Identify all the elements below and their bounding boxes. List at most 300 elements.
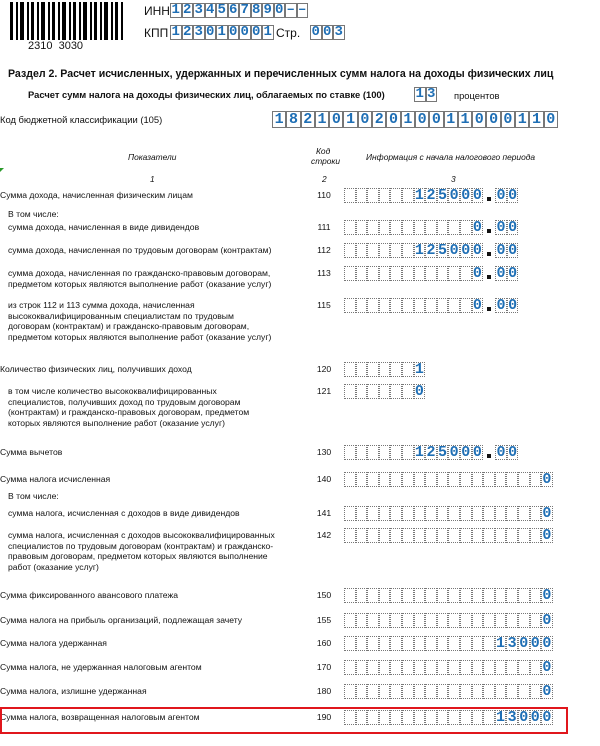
digit-cell [402,188,414,203]
digit-cell: 0 [544,111,558,128]
digit-cell [379,684,391,699]
digit-cell [483,528,495,543]
row-label: (контрактам) и гражданско-правовых договорам, предметом [8,407,250,417]
digit-cell: 0 [449,188,459,203]
digit-cell: 3 [194,24,203,40]
digit-cell: 1 [217,24,226,40]
digit-cell [483,636,495,651]
digit-cell [344,384,356,399]
digit-cell [414,472,426,487]
digit-cell: 3 [194,2,203,18]
digit-cell [425,528,437,543]
digit-cell [356,298,368,313]
digit-cell [379,384,391,399]
digit-cell [530,613,542,628]
digit-cell: 0 [542,472,552,487]
digit-cell: 0 [508,243,518,258]
kbk-label: Код бюджетной классификации (105) [0,114,163,125]
tax-amount-field[interactable] [344,660,553,675]
digit-cell: 0 [415,111,429,128]
row-code: 111 [317,222,331,232]
digit-cell: 0 [472,445,482,460]
digit-cell [379,472,391,487]
digit-cell: 1 [414,445,424,460]
digit-cell [460,220,472,235]
row-code: 141 [316,508,332,518]
digit-cell [530,472,542,487]
digit-cell [530,684,542,699]
digit-cell: 0 [472,298,482,313]
inn-label: ИНН [144,4,170,18]
digit-cell [390,506,402,521]
digit-cell [460,472,472,487]
amount-fraction-field[interactable] [495,445,518,460]
digit-cell [379,362,391,377]
digit-cell [356,613,368,628]
kbk-field[interactable] [272,111,558,128]
digit-cell: 0 [542,636,552,651]
digit-cell: 0 [496,298,506,313]
digit-cell: 1 [272,111,286,128]
row-code: 113 [317,268,331,278]
digit-cell [414,220,426,235]
digit-cell [390,684,402,699]
digit-cell [437,506,449,521]
digit-cell: 0 [542,588,552,603]
row-code: 110 [317,190,331,200]
digit-cell [367,445,379,460]
digit-cell [356,188,368,203]
digit-cell: 2 [426,188,436,203]
digit-cell: 0 [542,660,552,675]
tax-amount-field[interactable] [344,472,553,487]
digit-cell [448,506,460,521]
tax-amount-field[interactable] [344,636,553,651]
digit-cell [390,660,402,675]
digit-cell [379,220,391,235]
digit-cell [402,472,414,487]
digit-cell: 0 [358,111,372,128]
digit-cell: 1 [515,111,529,128]
digit-cell [344,266,356,281]
tax-rate-field[interactable] [414,87,437,102]
row-code: 142 [316,530,332,540]
digit-cell [437,472,449,487]
digit-cell: 0 [229,24,238,40]
digit-cell [344,472,356,487]
digit-cell [425,266,437,281]
digit-cell [379,506,391,521]
digit-cell: 1 [414,362,424,377]
digit-cell: 2 [301,111,315,128]
digit-cell [379,613,391,628]
inn-field[interactable] [170,3,308,18]
row-label: в том числе количество высококвалифицированных [8,386,217,396]
decimal-dot [487,197,491,201]
digit-cell: 0 [461,243,471,258]
digit-cell [367,472,379,487]
row-code: 112 [317,245,331,255]
row-label: Сумма налога, не удержанная налоговым агентом [0,662,202,672]
digit-cell [425,298,437,313]
amount-fraction-field[interactable] [495,243,518,258]
digit-cell [367,266,379,281]
row-code: 121 [316,386,332,396]
digit-cell: 7 [240,2,249,18]
digit-cell: 0 [472,266,482,281]
amount-fraction-field[interactable] [495,298,518,313]
col-header-indicators: Показатели [128,152,177,162]
row-code: 180 [316,686,332,696]
row-label: специалистов, получивших доход по трудовым договорам [8,396,241,407]
row-label: Сумма вычетов [0,447,63,457]
barcode-graphic [10,2,128,42]
digit-cell [425,636,437,651]
row-code: 130 [316,447,332,457]
digit-cell: 5 [438,243,448,258]
digit-cell [390,472,402,487]
row-label: из строк 112 и 113 сумма дохода, начисленная [8,300,195,310]
barcode-number: 2310 3030 [28,40,84,52]
digit-cell [448,660,460,675]
digit-cell [425,506,437,521]
digit-cell [344,660,356,675]
row-code: 115 [317,300,331,310]
digit-cell [356,362,368,377]
digit-cell [390,528,402,543]
digit-cell [506,613,518,628]
digit-cell [518,684,530,699]
digit-cell: 0 [486,111,500,128]
digit-cell [356,506,368,521]
digit-cell [402,445,414,460]
col-header-info: Информация с начала налогового периода [366,152,536,162]
digit-cell [437,588,449,603]
digit-cell [425,660,437,675]
digit-cell [495,588,507,603]
digit-cell [460,266,472,281]
col-header-code-2: строки [311,156,340,166]
digit-cell [414,528,426,543]
digit-cell [367,636,379,651]
row-label: правовым договорам, предметом которых являются выполнение [8,551,268,561]
digit-cell [344,588,356,603]
digit-cell: 0 [496,188,506,203]
digit-cell [344,188,356,203]
digit-cell [425,472,437,487]
digit-cell [379,243,391,258]
digit-cell [356,472,368,487]
digit-cell [414,613,426,628]
amount-integer-field[interactable] [344,445,483,460]
row-code: 150 [316,590,332,600]
row-label: которых являются выполнение работ (оказание услуг) [8,417,225,428]
digit-cell [390,588,402,603]
barcode [10,2,128,52]
amount-integer-field[interactable] [344,266,483,281]
digit-cell [344,506,356,521]
digit-cell [448,528,460,543]
digit-cell: 0 [496,266,506,281]
tax-amount-field[interactable] [344,528,553,543]
digit-cell: 0 [449,243,459,258]
row-label: предметом которых являются выполнение работ (оказание услуг) [8,331,272,342]
decimal-dot [487,252,491,256]
amount-fraction-field[interactable] [495,188,518,203]
kpp-field[interactable] [170,25,274,40]
digit-cell [356,445,368,460]
digit-cell [437,266,449,281]
row-code: 155 [316,615,332,625]
digit-cell: 1 [415,86,424,102]
quantity-field[interactable] [344,362,425,377]
digit-cell [437,298,449,313]
row-label: В том числе: [8,491,59,501]
kpp-label: КПП [144,26,169,40]
digit-cell: 0 [386,111,400,128]
col-num-3: 3 [451,174,456,184]
row-label: предметом которых являются выполнение работ (оказание услуг) [8,278,272,289]
digit-cell [437,613,449,628]
digit-cell [495,684,507,699]
digit-cell [483,613,495,628]
digit-cell [367,384,379,399]
digit-cell [437,528,449,543]
highlighted-row-190 [0,707,568,734]
digit-cell [367,588,379,603]
digit-cell: 0 [542,613,552,628]
digit-cell [483,660,495,675]
row-label: сумма налога, исчисленная с доходов высококвалифицированных [8,530,275,540]
digit-cell: 2 [183,2,192,18]
row-code: 170 [316,662,332,672]
amount-integer-field[interactable] [344,220,483,235]
digit-cell [390,636,402,651]
rate-label: Расчет сумм налога на доходы физических лиц, облагаемых по ставке (100) [28,89,385,100]
digit-cell [379,636,391,651]
row-code: 190 [316,712,332,722]
digit-cell [483,588,495,603]
digit-cell [356,528,368,543]
digit-cell: 0 [240,24,249,40]
digit-cell [367,660,379,675]
digit-cell [367,684,379,699]
digit-cell: 0 [542,506,552,521]
digit-cell [356,660,368,675]
digit-cell [460,613,472,628]
digit-cell [344,243,356,258]
digit-cell [356,684,368,699]
digit-cell [530,588,542,603]
digit-cell: 0 [461,188,471,203]
digit-cell [414,506,426,521]
digit-cell [483,472,495,487]
row-label: Сумма налога, излишне удержанная [0,686,147,696]
digit-cell: 0 [508,188,518,203]
digit-cell [379,188,391,203]
digit-cell [356,636,368,651]
digit-cell [425,613,437,628]
digit-cell [460,684,472,699]
col-header-code-1: Код [316,146,331,156]
digit-cell [472,660,484,675]
tax-amount-field[interactable] [344,588,553,603]
row-label: Сумма дохода, начисленная физическим лицам [0,190,193,200]
digit-cell: 0 [519,710,529,725]
digit-cell: 0 [508,266,518,281]
digit-cell [460,298,472,313]
digit-cell [367,220,379,235]
digit-cell [472,588,484,603]
digit-cell: 5 [438,188,448,203]
digit-cell: 0 [496,220,506,235]
digit-cell [472,506,484,521]
digit-cell [437,684,449,699]
digit-cell [344,298,356,313]
digit-cell [472,528,484,543]
digit-cell [344,528,356,543]
tax-amount-field[interactable] [344,506,553,521]
row-label: сумма дохода, начисленная по трудовым договорам (контрактам) [8,245,272,255]
row-label: специалистов по трудовым договорам (контрактам) и гражданско- [8,540,274,551]
digit-cell: 0 [449,445,459,460]
digit-cell [379,266,391,281]
digit-cell: 0 [542,528,552,543]
decimal-dot [487,454,491,458]
digit-cell [402,613,414,628]
digit-cell [530,528,542,543]
digit-cell [390,384,402,399]
digit-cell [390,298,402,313]
row-label: Сумма налога на прибыль организаций, подлежащая зачету [0,615,243,625]
digit-cell [518,613,530,628]
digit-cell [414,636,426,651]
digit-cell [356,243,368,258]
digit-cell [472,636,484,651]
digit-cell: 9 [263,2,272,18]
digit-cell [344,636,356,651]
amount-integer-field[interactable] [344,243,483,258]
amount-integer-field[interactable] [344,188,483,203]
col-num-2: 2 [322,174,327,184]
digit-cell: 5 [438,445,448,460]
digit-cell [414,266,426,281]
digit-cell: 3 [334,24,343,40]
quantity-field[interactable] [344,384,425,399]
digit-cell [356,384,368,399]
digit-cell [356,266,368,281]
digit-cell: 3 [507,710,517,725]
row-label: Количество физических лиц, получивших доход [0,364,192,374]
digit-cell: 0 [311,24,320,40]
digit-cell [437,220,449,235]
amount-integer-field[interactable] [344,298,483,313]
digit-cell: 0 [542,710,552,725]
row-label: работ (оказание услуг) [8,561,99,572]
row-label: договорам (контрактам) и гражданско-правовым договорам, [8,321,250,331]
decimal-point [484,301,493,311]
digit-cell [448,613,460,628]
digit-cell: 0 [508,220,518,235]
decimal-dot [487,275,491,279]
digit-cell: 5 [217,2,226,18]
digit-cell [448,636,460,651]
digit-cell: 0 [206,24,215,40]
digit-cell: 0 [275,2,284,18]
digit-cell [402,362,414,377]
row-label: сумма дохода, начисленная по гражданско-правовым договорам, [8,268,271,278]
row-code: 140 [316,474,332,484]
digit-cell [390,613,402,628]
section-title: Раздел 2. Расчет исчисленных, удержанных и перечисленных сумм налога на доходы физических лиц [8,68,554,80]
digit-cell [379,445,391,460]
digit-cell [356,220,368,235]
digit-cell: 0 [429,111,443,128]
digit-cell: 3 [427,86,436,102]
row-label: Сумма фиксированного авансового платежа [0,590,179,600]
digit-cell [460,506,472,521]
digit-cell [460,636,472,651]
digit-cell [344,362,356,377]
digit-cell: 0 [472,220,482,235]
green-marker [0,168,4,172]
digit-cell [379,528,391,543]
digit-cell [390,243,402,258]
col-num-1: 1 [150,174,155,184]
digit-cell [437,660,449,675]
digit-cell: 1 [529,111,543,128]
digit-cell: 0 [461,445,471,460]
digit-cell: 0 [329,111,343,128]
digit-cell [495,613,507,628]
digit-cell: 1 [414,243,424,258]
digit-cell [518,528,530,543]
digit-cell: 1 [171,24,180,40]
digit-cell: 1 [496,710,506,725]
digit-cell [379,660,391,675]
digit-cell: 0 [496,445,506,460]
digit-cell [518,588,530,603]
digit-cell [367,528,379,543]
digit-cell [402,220,414,235]
digit-cell [402,588,414,603]
amount-fraction-field[interactable] [495,266,518,281]
decimal-dot [487,229,491,233]
digit-cell [367,613,379,628]
digit-cell [506,588,518,603]
digit-cell [356,588,368,603]
digit-cell: 2 [426,243,436,258]
digit-cell: 0 [530,636,540,651]
digit-cell: 1 [496,636,506,651]
digit-cell [518,506,530,521]
decimal-dot [487,307,491,311]
digit-cell [390,445,402,460]
tax-amount-field[interactable] [344,684,553,699]
tax-amount-field[interactable] [344,613,553,628]
digit-cell [472,472,484,487]
page-number-field[interactable] [310,25,345,40]
digit-cell [402,636,414,651]
digit-cell [414,588,426,603]
digit-cell: 0 [542,684,552,699]
digit-cell [495,472,507,487]
digit-cell: 8 [286,111,300,128]
digit-cell [506,472,518,487]
digit-cell [518,472,530,487]
amount-fraction-field[interactable] [495,220,518,235]
digit-cell: 0 [414,384,424,399]
